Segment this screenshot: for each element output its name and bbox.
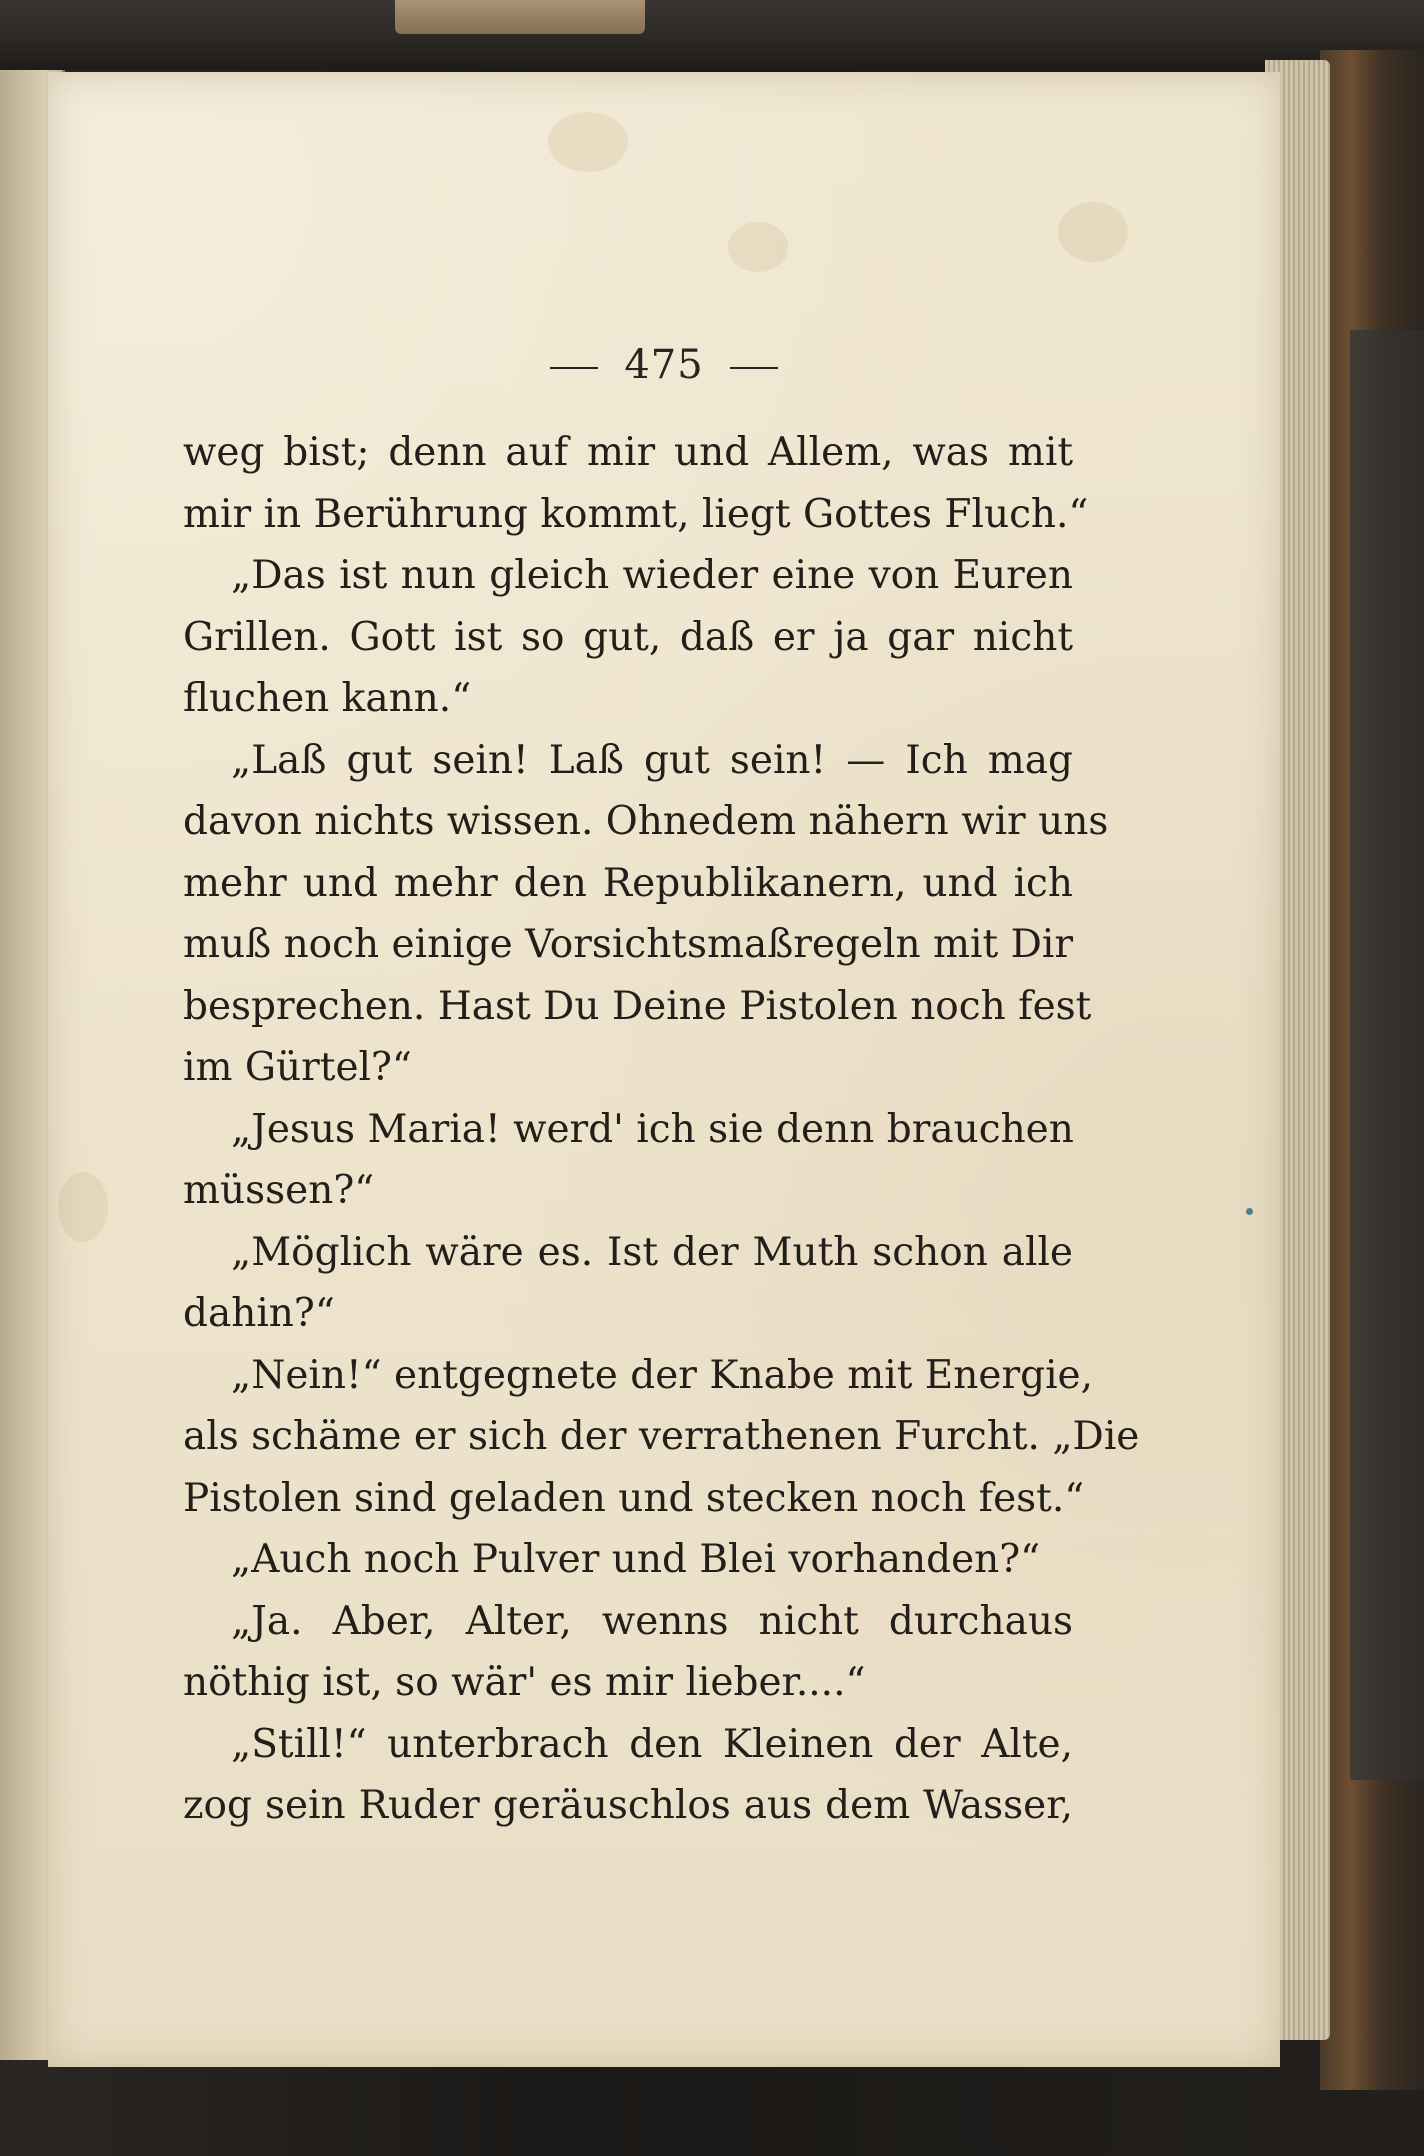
- text-line: „Das ist nun gleich wieder eine von Euren: [231, 553, 1073, 598]
- page-number: [48, 342, 1280, 388]
- text-line: mehr und mehr den Republikanern, und ich: [183, 860, 1073, 906]
- text-line: „Laß gut sein! Laß gut sein! — Ich mag: [231, 737, 1073, 783]
- text-line: zog sein Ruder geräuschlos aus dem Wasser,: [183, 1783, 1073, 1828]
- text-line: „Jesus Maria! werd' ich sie denn brauchen: [231, 1106, 1074, 1152]
- text-line: im Gürtel?“: [183, 1045, 412, 1090]
- foxing-stain: [728, 222, 788, 272]
- paragraph: [183, 545, 1073, 730]
- foxing-stain: [58, 1172, 108, 1242]
- paragraph: [183, 1714, 1073, 1837]
- paragraph: [183, 730, 1109, 1099]
- text-line: müssen?“: [183, 1168, 375, 1213]
- text-line: dahin?“: [183, 1291, 335, 1336]
- paragraph: [183, 1099, 1073, 1222]
- dash-right: [730, 367, 778, 369]
- paragraph: [183, 1529, 1073, 1591]
- page-number-text: 475: [624, 342, 704, 388]
- book-top-edge: [0, 0, 1424, 70]
- ink-dot: [1246, 1208, 1253, 1215]
- text-line: „Still!“ unterbrach den Kleinen der Alte,: [231, 1721, 1073, 1767]
- text-line: „Ja. Aber, Alter, wenns nicht durchaus: [231, 1598, 1073, 1644]
- text-line: besprechen. Hast Du Deine Pistolen noch fest: [183, 983, 1092, 1029]
- text-line: Grillen. Gott ist so gut, daß er ja gar nicht: [183, 614, 1073, 660]
- text-line: „Auch noch Pulver und Blei vorhanden?“: [231, 1537, 1041, 1582]
- book-page: [48, 72, 1280, 2067]
- book-cover-leather: [1350, 330, 1424, 1780]
- dash-left: [550, 367, 598, 369]
- foxing-stain: [1058, 202, 1128, 262]
- text-line: Pistolen sind geladen und stecken noch fest.“: [183, 1475, 1085, 1521]
- text-line: „Nein!“ entgegnete der Knabe mit Energie,: [231, 1352, 1094, 1398]
- body-text: [183, 422, 1140, 1837]
- text-line: fluchen kann.“: [183, 676, 472, 721]
- text-line: mir in Berührung kommt, liegt Gottes Fluch.“: [183, 491, 1089, 537]
- text-line: weg bist; denn auf mir und Allem, was mit: [183, 430, 1073, 475]
- text-line: als schäme er sich der verrathenen Furcht. „Die: [183, 1414, 1140, 1459]
- paragraph: [183, 422, 1089, 545]
- paragraph: [183, 1345, 1140, 1530]
- paragraph: [183, 1591, 1073, 1714]
- foxing-stain: [548, 112, 628, 172]
- binding-tape: [395, 0, 645, 34]
- text-line: muß noch einige Vorsichtsmaßregeln mit Dir: [183, 922, 1073, 967]
- text-line: davon nichts wissen. Ohnedem nähern wir uns: [183, 799, 1109, 844]
- text-line: „Möglich wäre es. Ist der Muth schon alle: [231, 1229, 1073, 1275]
- paragraph: [183, 1222, 1073, 1345]
- text-line: nöthig ist, so wär' es mir lieber....“: [183, 1660, 866, 1705]
